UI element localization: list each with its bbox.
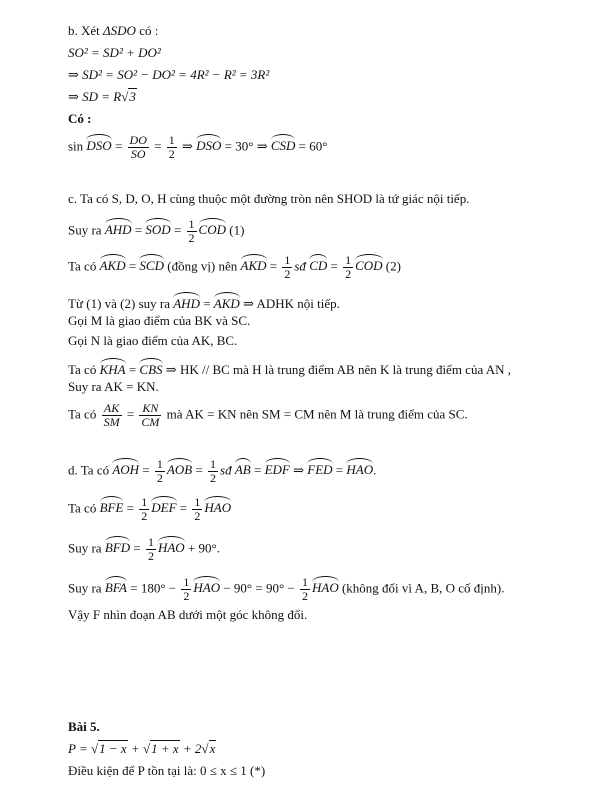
part-b-eq3: ⇒ SD = R√3 [68, 89, 136, 104]
bai5-condition: Điều kiện để P tồn tại là: 0 ≤ x ≤ 1 (*) [68, 763, 266, 778]
part-d-line4: Suy ra BFA = 180° − $\frac{1}{2}$ HAO − 90° = 90° − $\frac{1}{2}$ HAO (không đổi vì A, B, O cố định). [68, 575, 505, 603]
part-c-line5: Gọi M là giao điểm của BK và SC. [68, 313, 251, 328]
part-d-line3: Suy ra BFD = $\frac{1}{2}$ HAO + 90°. [68, 535, 220, 563]
part-d-line2: Ta có BFE = $\frac{1}{2}$ DEF = $\frac{1}{2}$ HAO [68, 495, 232, 523]
part-c-line8: Suy ra AK = KN. [68, 379, 159, 394]
part-c-line6: Gọi N là giao điểm của AK, BC. [68, 333, 238, 348]
part-b-co: Có : [68, 111, 92, 126]
part-d-line5: Vậy F nhìn đoạn AB dưới một góc không đổi. [68, 607, 308, 622]
bai5-equation: P = √1 − x + √1 + x + 2√x [68, 741, 216, 756]
part-b-eq2: ⇒ SD² = SO² − DO² = 4R² − R² = 3R² [68, 67, 270, 82]
part-c-line7: Ta có KHA = CBS ⇒ HK // BC mà H là trung điểm AB nên K là trung điểm của AN , [68, 358, 511, 379]
part-c-line1: c. Ta có S, D, O, H cùng thuộc một đường tròn nên SHOD là tứ giác nội tiếp. [68, 191, 470, 206]
bai5-title: Bài 5. [68, 719, 100, 734]
part-c-line4: Từ (1) và (2) suy ra AHD = AKD ⇒ ADHK nội tiếp. [68, 292, 340, 313]
part-d-line1: d. Ta có AOH = $\frac{1}{2}$ AOB = $\frac{1}{2}$ sđ AB = EDF ⇒ FED = HAO. [68, 457, 377, 485]
part-b-sin-line: sin DSO = $\frac{DO}{SO}$ = $\frac{1}{2}$ ⇒ DSO = 30° ⇒ CSD = 60° [68, 133, 328, 161]
part-c-line2: Suy ra AHD = SOD = $\frac{1}{2}$ COD (1) [68, 217, 245, 245]
part-b-heading: b. Xét ΔSDO có : [68, 23, 159, 38]
part-c-line3: Ta có AKD = SCD (đồng vị) nên AKD = $\frac{1}{2}$ sđ CD = $\frac{1}{2}$ COD (2) [68, 253, 401, 281]
part-b-eq1: SO² = SD² + DO² [68, 45, 161, 60]
part-c-line9: Ta có $\frac{AK}{SM}$ = $\frac{KN}{CM}$ mà AK = KN nên SM = CM nên M là trung điểm của SC. [68, 401, 468, 429]
